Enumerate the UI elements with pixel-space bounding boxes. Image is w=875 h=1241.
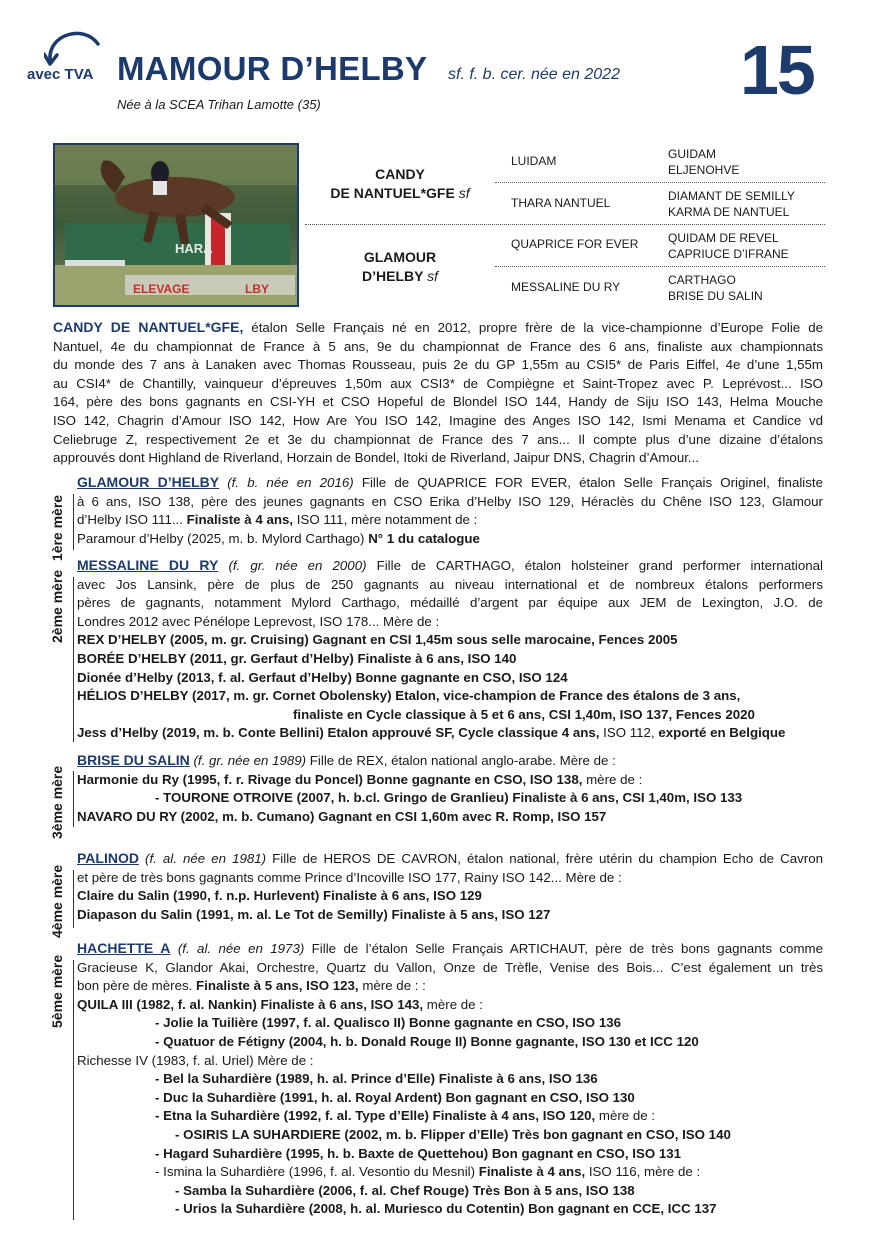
mother-5-name: HACHETTE A [77, 940, 171, 956]
sire-description: CANDY DE NANTUEL*GFE, étalon Selle Français né en 2012, propre frère de la vice-championne d’Europe Folie de Nantuel, 4e du championnat de France à 5 ans, 9e du championnat de France des 6 ans, finaliste aux championnats du monde des 7 ans à Lanaken avec Thomas Rousseau, puis 2e du GP 1,55m au CSI5* de Paris Eiffel, 4e d’une 1,55m au CSI4* de Chantilly, vainqueur d’épreuves 1,50m aux CSI3* de Compiègne et Saint-Tropez avec P. Leprévost... ISO 164, père des bons gagnants en CSI-YH et CSO Hopeful de Blondel ISO 144, Handy de Siju ISO 143, Helma Mouche ISO 142, Chagrin d’Amour ISO 142, How Are You ISO 142, Imagine des Anges ISO 142, Ismi Menama et Candice vd Celiebruge Z, respectivement 2e et 3e du championnat de France des 7 ans... Il compte plus d’une dizaine d’étalons approuvés dont Highland de Riverland, Horzain de Bondel, Itoki de Riverland, Jaipur DNS, Chagrin d’Amour... [53, 319, 823, 466]
section-rule [73, 960, 74, 1220]
pedigree-dam-suffix: sf [427, 268, 438, 284]
horse-photo-illustration [55, 145, 297, 305]
mother-3-section: BRISE DU SALIN (f. gr. née en 1989) Fille de REX, étalon national anglo-arabe. Mère de : Harmonie du Ry (1995, f. r. Rivage du Poncel) Bonne gagnante en CSO, ISO 138, mère de : - TOURONE OTROIVE (2007, h. b.cl. Gringo de Granlieu) Finaliste à 6 ans, CSI 1,40m, ISO 133 NAVARO DU RY (2002, m. b. Cumano) Gagnant en CSI 1,60m avec R. Romp, ISO 157 [77, 752, 743, 824]
pedigree-sire [305, 165, 495, 203]
pedigree-divider [495, 182, 825, 183]
mother-2-name: MESSALINE DU RY [77, 557, 219, 573]
mother-5-label: 5ème mère [49, 954, 65, 1028]
pedigree-gen3-1: DIAMANT DE SEMILLY KARMA DE NANTUEL [668, 189, 795, 219]
mother-1-section: GLAMOUR D’HELBY (f. b. née en 2016) Fille de QUAPRICE FOR EVER, étalon Selle Français Originel, finaliste à 6 ans, ISO 138, père des jeunes gagnants en CSO Erika d’Helby ISO 129, Héraclès du Chêne ISO 123, Glamour d’Helby ISO 111... Finaliste à 4 ans, ISO 111, mère notamment de : Paramour d’Helby (2025, m. b. Mylord Carthago) N° 1 du catalogue [77, 474, 823, 546]
section-rule [73, 870, 74, 928]
pedigree-sire-name-2: DE NANTUEL*GFE [330, 185, 455, 201]
pedigree-gen2-0: LUIDAM [511, 154, 557, 168]
photo-banner-text-2: ELEVAGE [133, 282, 190, 296]
pedigree-divider [305, 224, 825, 225]
lot-number: 15 [740, 31, 814, 109]
pedigree-dam-name-2: D’HELBY [362, 268, 424, 284]
mother-4-section: PALINOD (f. al. née en 1981) Fille de HEROS DE CAVRON, étalon national, frère utérin du champion Echo de Cavron et père de très bons gagnants comme Prince d’Incoville ISO 177, Rainy ISO 142... Mère de : Claire du Salin (1990, f. n.p. Hurlevent) Finaliste à 6 ans, ISO 129 Diapason du Salin (1991, m. al. Le Tot de Semilly) Finaliste à 5 ans, ISO 127 [77, 850, 823, 922]
mother-3-name: BRISE DU SALIN [77, 752, 190, 768]
horse-subtitle: sf. f. b. cer. née en 2022 [448, 66, 620, 83]
horse-name: MAMOUR D’HELBY [117, 50, 428, 87]
pedigree-gen3-3: CARTHAGO BRISE DU SALIN [668, 273, 763, 303]
section-rule [73, 771, 74, 827]
sire-name: CANDY DE NANTUEL*GFE, [53, 319, 244, 335]
photo-banner-text-3: LBY [245, 282, 269, 296]
pedigree-gen2-1: THARA NANTUEL [511, 196, 611, 210]
mother-1-name: GLAMOUR D’HELBY [77, 474, 220, 490]
pedigree-sire-suffix: sf [458, 185, 470, 201]
mother-1-label: 1ère mère [49, 494, 65, 562]
section-rule [73, 577, 74, 742]
pedigree-gen3-0: GUIDAM ELJENOHVE [668, 147, 740, 177]
horse-photo [53, 143, 299, 307]
mother-5-section: HACHETTE A (f. al. née en 1973) Fille de l’étalon Selle Français ARTICHAUT, père de très bons gagnants comme Gracieuse K, Glandor Akai, Orchestre, Quartz du Vallon, Onze de Trèfle, Venise des Bois... C’est également un très bon père de mères. Finaliste à 5 ans, ISO 123, mère de : : QUILA III (1982, f. al. Nankin) Finaliste à 6 ans, ISO 143, mère de : - Jolie la Tuilière (1997, f. al. Qualisco II) Bonne gagnante en CSO, ISO 136 - Quatuor de Fétigny (2004, h. b. Donald Rouge II) Bonne gagnante, ISO 130 et ICC 120 Richesse IV (1983, f. al. Uriel) Mère de : - Bel la Suhardière (1989, h. al. Prince d’Elle) Finaliste à 6 ans, ISO 136 - Duc la Suhardière (1991, h. al. Royal Ardent) Bon gagnant en CSO, ISO 130 - Etna la Suhardière (1992, f. al. Type d’Elle) Finaliste à 4 ans, ISO 120, mère de : - OSIRIS LA SUHARDIERE (2002, m. b. Flipper d’Elle) Très bon gagnant en CSO, ISO 140 - Hagard Suhardière (1995, h. b. Baxte de Quettehou) Bon gagnant en CSO, ISO 131 - Ismina la Suhardière (1996, f. al. Vesontio du Mesnil) Finaliste à 4 ans, ISO 116, mère de : - Samba la Suhardière (2006, f. al. Chef Rouge) Très Bon à 5 ans, ISO 138 - Urios la Suhardière (2008, h. al. Muriesco du Cotentin) Bon gagnant en CCE, ICC 137 [77, 940, 824, 1217]
section-rule [73, 494, 74, 550]
pedigree-divider [495, 266, 825, 267]
avec-tva-label: avec TVA [27, 66, 94, 83]
mother-4-name: PALINOD [77, 850, 139, 866]
mother-2-section: MESSALINE DU RY (f. gr. née en 2000) Fille de CARTHAGO, étalon holsteiner grand performer international avec Jos Lansink, père de plus de 250 gagnants au niveau international et de nombreux étalons performers pères de gagnants, notamment Mylord Carthago, médaillé d’argent par équipe aux JEM de Lexington, J.O. de Londres 2012 avec Pénélope Leprevost, ISO 178... Mère de : REX D’HELBY (2005, m. gr. Cruising) Gagnant en CSI 1,45m sous selle marocaine, Fences 2005 BORÉE D’HELBY (2011, gr. Gerfaut d’Helby) Finaliste à 6 ans, ISO 140 Dionée d’Helby (2013, f. al. Gerfaut d’Helby) Bonne gagnante en CSO, ISO 124 HÉLIOS D’HELBY (2017, m. gr. Cornet Obolensky) Etalon, vice-champion de France des étalons de 3 ans, finaliste en Cycle classique à 5 et 6 ans, CSI 1,40m, ISO 137, Fences 2020 Jess d’Helby (2019, m. b. Conte Bellini) Etalon approuvé SF, Cycle classique 4 ans, ISO 112, exporté en Belgique [77, 557, 824, 741]
pedigree-gen3-2: QUIDAM DE REVEL CAPRIUCE D’IFRANE [668, 231, 789, 261]
mother-2-label: 2ème mère [49, 569, 65, 643]
curved-arrow-icon [44, 26, 104, 66]
pedigree-gen2-2: QUAPRICE FOR EVER [511, 237, 639, 251]
pedigree-dam [305, 248, 495, 286]
pedigree-sire-name-1: CANDY [375, 166, 425, 182]
photo-banner-text-1: HARA [175, 241, 213, 256]
breeder-line: Née à la SCEA Trihan Lamotte (35) [117, 97, 321, 112]
mother-3-label: 3ème mère [49, 765, 65, 839]
pedigree-gen2-3: MESSALINE DU RY [511, 280, 621, 294]
pedigree-dam-name-1: GLAMOUR [363, 249, 437, 265]
mother-4-label: 4ème mère [49, 864, 65, 938]
